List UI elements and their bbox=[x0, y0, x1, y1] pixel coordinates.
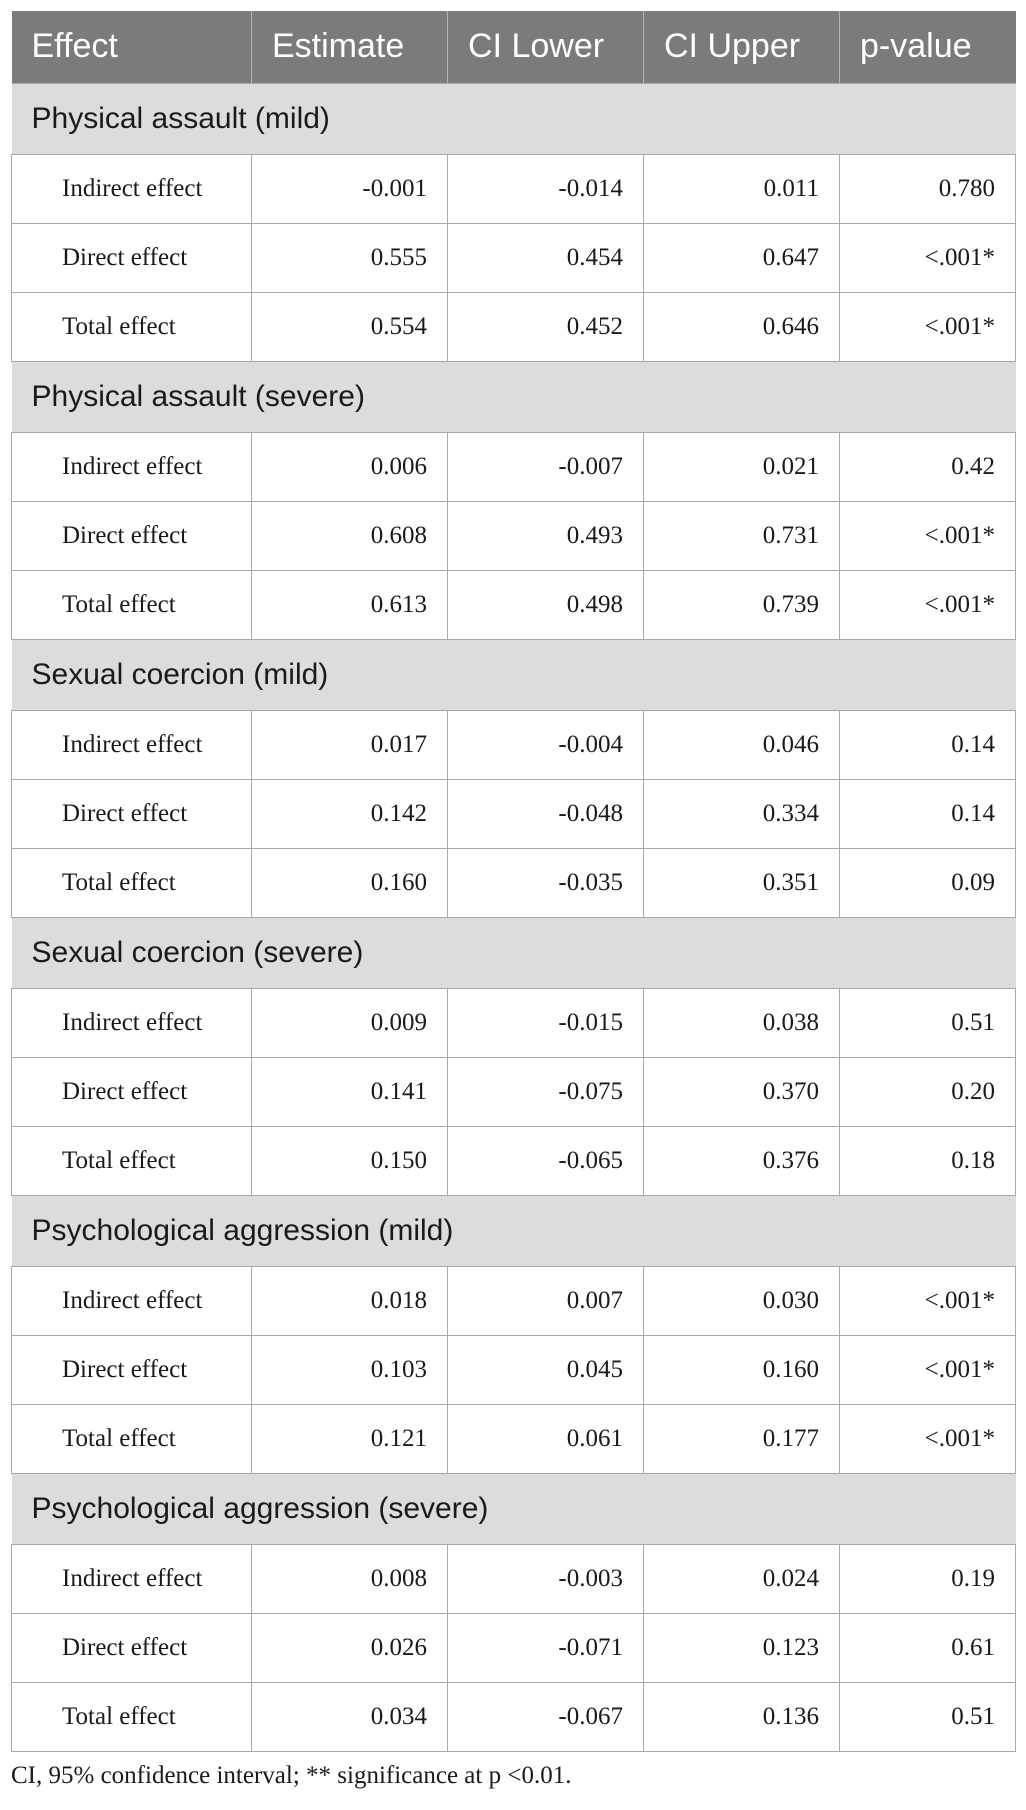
ci-upper-cell: 0.123 bbox=[644, 1613, 840, 1682]
p-value-cell: 0.42 bbox=[840, 432, 1016, 501]
table-row bbox=[12, 1404, 1016, 1473]
estimate-cell: 0.006 bbox=[252, 432, 448, 501]
ci-upper-cell: 0.334 bbox=[644, 779, 840, 848]
effect-label-cell: Direct effect bbox=[12, 223, 252, 292]
header-ci-lower: CI Lower bbox=[448, 11, 644, 83]
mediation-effects-table bbox=[11, 11, 1016, 1752]
group-header-row bbox=[12, 639, 1016, 710]
ci-lower-cell: -0.003 bbox=[448, 1544, 644, 1613]
ci-lower-cell: -0.035 bbox=[448, 848, 644, 917]
estimate-cell: 0.142 bbox=[252, 779, 448, 848]
table-row bbox=[12, 154, 1016, 223]
ci-upper-cell: 0.024 bbox=[644, 1544, 840, 1613]
p-value-cell: 0.09 bbox=[840, 848, 1016, 917]
ci-lower-cell: 0.454 bbox=[448, 223, 644, 292]
estimate-cell: 0.017 bbox=[252, 710, 448, 779]
group-header-row bbox=[12, 1473, 1016, 1544]
ci-lower-cell: 0.493 bbox=[448, 501, 644, 570]
table-row bbox=[12, 988, 1016, 1057]
group-header-row bbox=[12, 83, 1016, 154]
table-row bbox=[12, 570, 1016, 639]
ci-upper-cell: 0.376 bbox=[644, 1126, 840, 1195]
ci-upper-cell: 0.177 bbox=[644, 1404, 840, 1473]
table-row bbox=[12, 223, 1016, 292]
p-value-cell: <.001* bbox=[840, 501, 1016, 570]
ci-upper-cell: 0.647 bbox=[644, 223, 840, 292]
ci-upper-cell: 0.046 bbox=[644, 710, 840, 779]
effect-label-cell: Total effect bbox=[12, 1682, 252, 1751]
effect-label-cell: Indirect effect bbox=[12, 432, 252, 501]
estimate-cell: 0.150 bbox=[252, 1126, 448, 1195]
estimate-cell: 0.121 bbox=[252, 1404, 448, 1473]
group-header-row bbox=[12, 361, 1016, 432]
estimate-cell: 0.008 bbox=[252, 1544, 448, 1613]
ci-lower-cell: 0.045 bbox=[448, 1335, 644, 1404]
ci-upper-cell: 0.739 bbox=[644, 570, 840, 639]
effect-label-cell: Total effect bbox=[12, 1404, 252, 1473]
p-value-cell: 0.780 bbox=[840, 154, 1016, 223]
p-value-cell: <.001* bbox=[840, 570, 1016, 639]
effect-label-cell: Indirect effect bbox=[12, 154, 252, 223]
group-title: Sexual coercion (severe) bbox=[12, 917, 1016, 988]
ci-lower-cell: -0.075 bbox=[448, 1057, 644, 1126]
group-title: Physical assault (mild) bbox=[12, 83, 1016, 154]
p-value-cell: 0.14 bbox=[840, 710, 1016, 779]
estimate-cell: -0.001 bbox=[252, 154, 448, 223]
table-row bbox=[12, 1544, 1016, 1613]
estimate-cell: 0.034 bbox=[252, 1682, 448, 1751]
table-footnote: CI, 95% confidence interval; ** significance at p <0.01. bbox=[11, 1762, 572, 1789]
table-row bbox=[12, 1126, 1016, 1195]
table-row bbox=[12, 1682, 1016, 1751]
effect-label-cell: Indirect effect bbox=[12, 1266, 252, 1335]
ci-upper-cell: 0.646 bbox=[644, 292, 840, 361]
group-header-row bbox=[12, 1195, 1016, 1266]
ci-lower-cell: -0.004 bbox=[448, 710, 644, 779]
group-title: Psychological aggression (severe) bbox=[12, 1473, 1016, 1544]
effect-label-cell: Total effect bbox=[12, 848, 252, 917]
p-value-cell: 0.18 bbox=[840, 1126, 1016, 1195]
p-value-cell: <.001* bbox=[840, 223, 1016, 292]
header-p-value: p-value bbox=[840, 11, 1016, 83]
effect-label-cell: Indirect effect bbox=[12, 1544, 252, 1613]
effect-label-cell: Total effect bbox=[12, 570, 252, 639]
estimate-cell: 0.018 bbox=[252, 1266, 448, 1335]
group-title: Sexual coercion (mild) bbox=[12, 639, 1016, 710]
p-value-cell: 0.14 bbox=[840, 779, 1016, 848]
table-row bbox=[12, 710, 1016, 779]
table-row bbox=[12, 779, 1016, 848]
ci-lower-cell: -0.067 bbox=[448, 1682, 644, 1751]
ci-upper-cell: 0.136 bbox=[644, 1682, 840, 1751]
p-value-cell: <.001* bbox=[840, 1266, 1016, 1335]
ci-lower-cell: 0.007 bbox=[448, 1266, 644, 1335]
table-row bbox=[12, 501, 1016, 570]
header-ci-upper: CI Upper bbox=[644, 11, 840, 83]
table-row bbox=[12, 1335, 1016, 1404]
effect-label-cell: Direct effect bbox=[12, 501, 252, 570]
table-row bbox=[12, 1613, 1016, 1682]
table-row bbox=[12, 292, 1016, 361]
ci-lower-cell: 0.452 bbox=[448, 292, 644, 361]
estimate-cell: 0.141 bbox=[252, 1057, 448, 1126]
table-row bbox=[12, 1266, 1016, 1335]
effect-label-cell: Direct effect bbox=[12, 779, 252, 848]
table-header bbox=[12, 11, 1016, 83]
p-value-cell: 0.51 bbox=[840, 1682, 1016, 1751]
group-title: Physical assault (severe) bbox=[12, 361, 1016, 432]
estimate-cell: 0.009 bbox=[252, 988, 448, 1057]
ci-lower-cell: -0.071 bbox=[448, 1613, 644, 1682]
p-value-cell: <.001* bbox=[840, 1335, 1016, 1404]
estimate-cell: 0.608 bbox=[252, 501, 448, 570]
effect-label-cell: Direct effect bbox=[12, 1613, 252, 1682]
table-row bbox=[12, 432, 1016, 501]
ci-upper-cell: 0.731 bbox=[644, 501, 840, 570]
p-value-cell: 0.51 bbox=[840, 988, 1016, 1057]
estimate-cell: 0.613 bbox=[252, 570, 448, 639]
estimate-cell: 0.160 bbox=[252, 848, 448, 917]
header-row bbox=[12, 11, 1016, 83]
effect-label-cell: Direct effect bbox=[12, 1335, 252, 1404]
ci-upper-cell: 0.021 bbox=[644, 432, 840, 501]
table-row bbox=[12, 848, 1016, 917]
ci-lower-cell: -0.007 bbox=[448, 432, 644, 501]
header-effect: Effect bbox=[12, 11, 252, 83]
estimate-cell: 0.555 bbox=[252, 223, 448, 292]
p-value-cell: <.001* bbox=[840, 292, 1016, 361]
ci-lower-cell: -0.065 bbox=[448, 1126, 644, 1195]
ci-upper-cell: 0.030 bbox=[644, 1266, 840, 1335]
table-row bbox=[12, 1057, 1016, 1126]
ci-upper-cell: 0.160 bbox=[644, 1335, 840, 1404]
ci-lower-cell: -0.014 bbox=[448, 154, 644, 223]
effect-label-cell: Direct effect bbox=[12, 1057, 252, 1126]
estimate-cell: 0.554 bbox=[252, 292, 448, 361]
estimate-cell: 0.026 bbox=[252, 1613, 448, 1682]
p-value-cell: 0.19 bbox=[840, 1544, 1016, 1613]
ci-lower-cell: -0.015 bbox=[448, 988, 644, 1057]
p-value-cell: 0.20 bbox=[840, 1057, 1016, 1126]
p-value-cell: <.001* bbox=[840, 1404, 1016, 1473]
effect-label-cell: Indirect effect bbox=[12, 710, 252, 779]
effect-label-cell: Total effect bbox=[12, 292, 252, 361]
effect-label-cell: Total effect bbox=[12, 1126, 252, 1195]
effect-label-cell: Indirect effect bbox=[12, 988, 252, 1057]
estimate-cell: 0.103 bbox=[252, 1335, 448, 1404]
p-value-cell: 0.61 bbox=[840, 1613, 1016, 1682]
group-title: Psychological aggression (mild) bbox=[12, 1195, 1016, 1266]
group-header-row bbox=[12, 917, 1016, 988]
ci-lower-cell: -0.048 bbox=[448, 779, 644, 848]
table-body bbox=[12, 83, 1016, 1751]
results-table-container bbox=[11, 11, 1015, 1752]
ci-upper-cell: 0.038 bbox=[644, 988, 840, 1057]
header-estimate: Estimate bbox=[252, 11, 448, 83]
ci-upper-cell: 0.351 bbox=[644, 848, 840, 917]
ci-upper-cell: 0.370 bbox=[644, 1057, 840, 1126]
ci-upper-cell: 0.011 bbox=[644, 154, 840, 223]
ci-lower-cell: 0.061 bbox=[448, 1404, 644, 1473]
ci-lower-cell: 0.498 bbox=[448, 570, 644, 639]
